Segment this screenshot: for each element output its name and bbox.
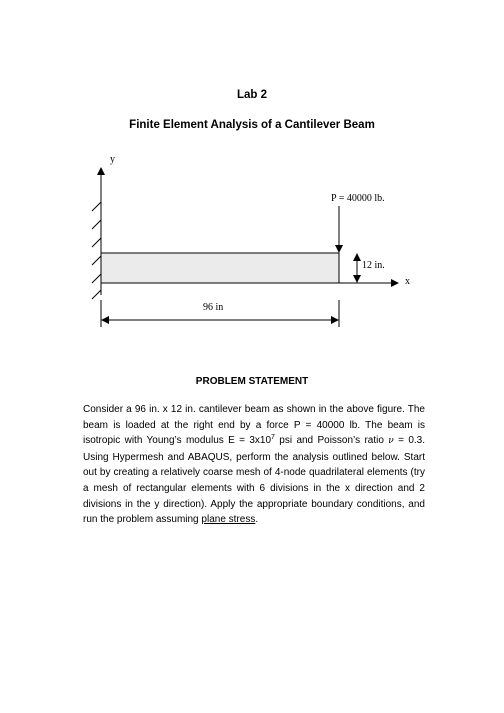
length-label: 96 in	[203, 302, 224, 313]
paragraph-part-3: = 0.3. Using Hypermesh and ABAQUS, perform the analysis outlined below. Start out by creating a relatively coarse mesh of 4-node quadrilateral elements (try a mesh of rectangular elements with 6 divisions in the x direction and 2 divisions in the y direction). Apply the appropriate boundary conditions, and run the problem assuming	[83, 435, 426, 526]
height-label: 12 in.	[362, 260, 385, 271]
wall-hatching	[92, 202, 101, 299]
paragraph-part-4: .	[255, 514, 259, 526]
page-subtitle: Finite Element Analysis of a Cantilever Beam	[129, 119, 375, 131]
page-title: Lab 2	[236, 89, 268, 101]
problem-statement-paragraph	[83, 402, 425, 528]
cantilever-figure	[0, 140, 504, 360]
paragraph-part-1: Consider a 96 in. x 12 in. cantilever beam as shown in the above figure. The beam is loaded at the right end by a force P = 40000 lb. The beam is isotropic with Young’s modulus E = 3x10	[83, 404, 425, 447]
load-label: P = 40000 lb.	[331, 193, 385, 204]
x-axis-label: x	[405, 276, 410, 287]
paragraph-part-2: psi and Poisson’s ratio	[274, 435, 389, 447]
plane-stress-term: plane stress	[201, 514, 256, 526]
exponent: 7	[271, 434, 275, 442]
section-heading: PROBLEM STATEMENT	[195, 376, 309, 387]
cantilever-diagram	[0, 140, 504, 360]
beam	[101, 253, 339, 283]
nu-symbol: ν	[388, 436, 394, 447]
y-axis-label: y	[110, 154, 115, 165]
